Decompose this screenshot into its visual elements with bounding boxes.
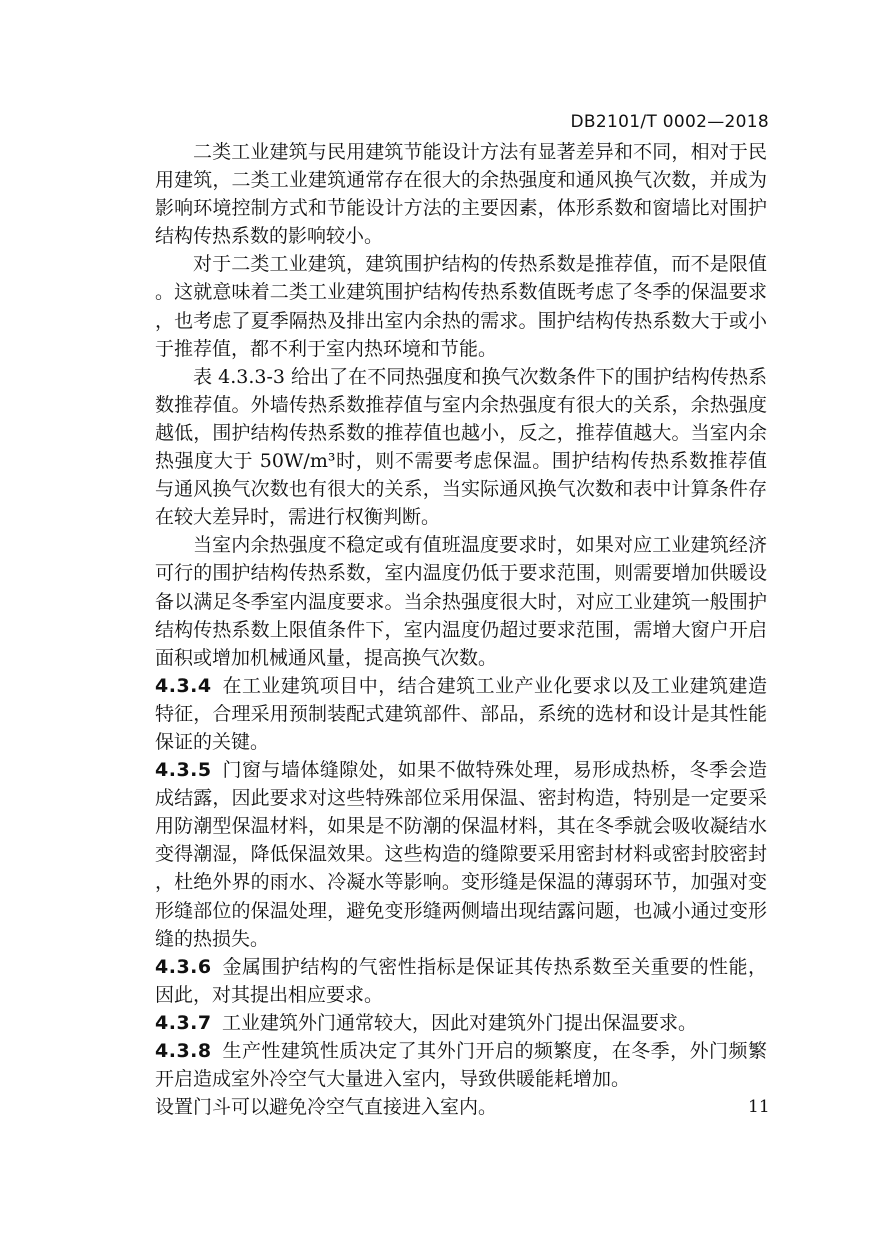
clause-number: 4.3.8 [155,1040,212,1062]
paragraph-table-4-3-3-3: 表 4.3.3-3 给出了在不同热强度和换气次数条件下的围护结构传热系数推荐值。外墙传热系数推荐值与室内余热强度有很大的关系，余热强度越低，围护结构传热系数的推荐值也越小，反之，推荐值越大。当室内余热强度大于 50W/m³时，则不需要考虑保温。围护结构传热系数推荐值与通风换气次数也有很大的关系，当实际通风换气次数和表中计算条件存在较大差异时，需进行权衡判断。 [155,365,767,529]
page-body [155,138,767,1121]
clause-4-3-6 [155,953,767,1009]
clause-number: 4.3.6 [155,955,212,978]
clause-number: 4.3.5 [155,759,212,782]
clause-number: 4.3.7 [155,1011,212,1034]
closing-line: 设置门斗可以避免冷空气直接进入室内。 [155,1096,498,1119]
clause-text: 在工业建筑项目中，结合建筑工业产业化要求以及工业建筑建造特征，合理采用预制装配式建筑部件、部品，系统的选材和设计是其性能保证的关键。 [155,674,767,753]
clause-text: 门窗与墙体缝隙处，如果不做特殊处理，易形成热桥，冬季会造成结露，因此要求对这些特殊部位采用保温、密封构造，特别是一定要采用防潮型保温材料，如果是不防潮的保温材料，其在冬季就会吸收凝结水变得潮湿，降低保温效果。这些构造的缝隙要采用密封材料或密封胶密封，杜绝外界的雨水、冷凝水等影响。变形缝是保温的薄弱环节，加强对变形缝部位的保温处理，避免变形缝两侧墙出现结露问题，也减小通过变形缝的热损失。 [155,759,767,950]
clause-4-3-8 [155,1037,767,1093]
clause-number: 4.3.4 [155,674,212,697]
page-number: 11 [748,1097,770,1117]
clause-4-3-7 [155,1009,767,1037]
clause-4-3-4 [155,672,767,756]
paragraph-unstable-residual-heat: 当室内余热强度不稳定或有值班温度要求时，如果对应工业建筑经济可行的围护结构传热系数，室内温度仍低于要求范围，则需要增加供暖设备以满足冬季室内温度要求。当余热强度很大时，对应工业建筑一般围护结构传热系数上限值条件下，室内温度仍超过要求范围，需增大窗户开启面积或增加机械通风量，提高换气次数。 [155,534,767,669]
clause-text: 生产性建筑性质决定了其外门开启的频繁度，在冬季，外门频繁开启造成室外冷空气大量进入室内，导致供暖能耗增加。 [155,1040,767,1091]
paragraph-residual-heat-difference: 二类工业建筑与民用建筑节能设计方法有显著差异和不同，相对于民用建筑，二类工业建筑通常存在很大的余热强度和通风换气次数，并成为影响环境控制方式和节能设计方法的主要因素，体形系数和窗墙比对围护结构传热系数的影响较小。 [155,141,767,248]
paragraph-recommended-values: 对于二类工业建筑，建筑围护结构的传热系数是推荐值，而不是限值。这就意味着二类工业建筑围护结构传热系数值既考虑了冬季的保温要求，也考虑了夏季隔热及排出室内余热的需求。围护结构传热系数大于或小于推荐值，都不利于室内热环境和节能。 [155,253,767,360]
clause-text: 金属围护结构的气密性指标是保证其传热系数至关重要的性能，因此，对其提出相应要求。 [155,955,767,1006]
clause-4-3-5 [155,756,767,953]
clause-text: 工业建筑外门通常较大，因此对建筑外门提出保温要求。 [222,1011,698,1034]
document-code-header: DB2101/T 0002—2018 [570,112,769,132]
